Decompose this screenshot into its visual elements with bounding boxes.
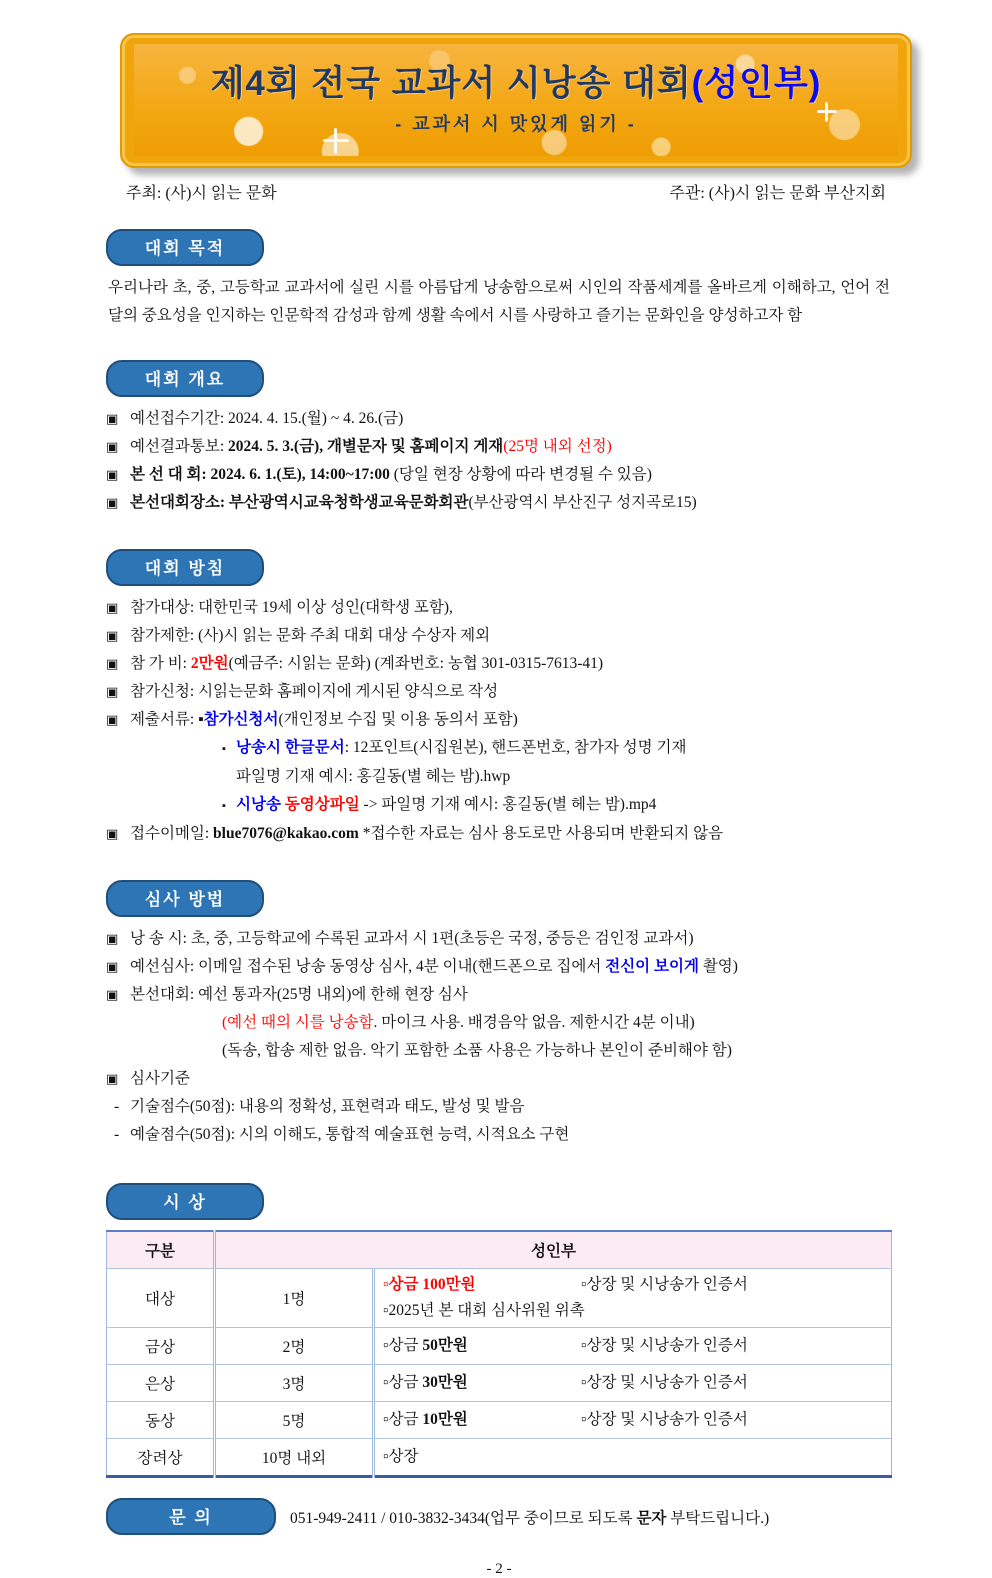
page-number: - 2 -	[486, 1561, 512, 1577]
column-header-division: 성인부	[215, 1231, 892, 1269]
line-text	[130, 650, 603, 678]
line-text	[130, 1121, 569, 1149]
sparkle-icon	[825, 102, 828, 122]
prize-line	[383, 1444, 883, 1470]
award-grade: 대상	[107, 1269, 215, 1328]
bullet-icon: -	[114, 1126, 120, 1143]
text-segment: . 마이크 사용. 배경음악 없음. 제한시간 4분 이내)	[373, 1014, 695, 1031]
text-segment: 본선대회: 예선 통과자(25명 내외)에 한해 현장 심사	[130, 986, 468, 1003]
organizers-row	[106, 180, 892, 203]
section-heading-overview: 대회 개요	[106, 360, 264, 397]
award-prize	[374, 1402, 892, 1439]
banner-image	[134, 44, 898, 156]
text-segment: (예금주: 시읽는 문화) (계좌번호: 농협 301-0315-7613-41)	[228, 655, 604, 672]
line-text	[130, 981, 468, 1009]
section-heading-judging: 심사 방법	[106, 880, 264, 917]
line-text	[236, 763, 510, 791]
doc-line	[106, 791, 892, 820]
awards-header-row	[107, 1231, 892, 1269]
bullet-icon: ▪	[222, 743, 226, 755]
doc-line	[106, 650, 892, 678]
award-grade: 금상	[107, 1328, 215, 1365]
document-page	[0, 33, 992, 1577]
supervisor-label: 주관: (사)시 읽는 문화 부산지회	[669, 185, 886, 202]
doc-line	[106, 1093, 892, 1121]
section-overview	[106, 360, 892, 517]
overview-list	[106, 405, 892, 517]
text-segment: -> 파일명 기재 예시: 홍길동(별 헤는 밤).mp4	[359, 796, 657, 813]
text-segment: 참가제한: (사)시 읽는 문화 주최 대회 대상 수상자 제외	[130, 627, 491, 644]
host-label: 주최: (사)시 읽는 문화	[126, 185, 277, 202]
award-count: 3명	[215, 1365, 374, 1402]
line-text	[130, 489, 697, 517]
line-text	[236, 734, 686, 762]
bullet-icon: -	[114, 1098, 120, 1115]
title-division: (성인부)	[691, 64, 822, 104]
bullet-icon: ▣	[106, 439, 119, 454]
doc-line	[106, 405, 892, 433]
column-header-category: 구분	[107, 1231, 215, 1269]
award-row-grand	[107, 1269, 892, 1328]
line-text	[130, 706, 518, 734]
text-segment: (당일 현장 상황에 따라 변경될 수 있음)	[393, 466, 652, 483]
prize-certificate: ▫상장 및 시낭송가 인증서	[581, 1374, 748, 1391]
bullet-icon: ▣	[106, 931, 119, 946]
doc-line	[106, 594, 892, 622]
bullet-icon: ▣	[106, 1071, 119, 1086]
line-text	[130, 925, 694, 953]
section-awards	[106, 1183, 892, 1478]
section-judging	[106, 880, 892, 1149]
award-grade: 동상	[107, 1402, 215, 1439]
doc-line	[106, 763, 892, 791]
prize-amount: 10만원	[422, 1411, 468, 1428]
page-subtitle: - 교과서 시 맛있게 읽기 -	[395, 113, 637, 134]
bullet-icon: ▪	[222, 800, 226, 812]
section-heading-contact: 문 의	[106, 1498, 276, 1535]
doc-line	[106, 622, 892, 650]
prize-amount: 30만원	[422, 1374, 468, 1391]
doc-line	[106, 1121, 892, 1149]
award-row-silver	[107, 1365, 892, 1402]
awards-table	[106, 1230, 892, 1478]
sparkle-icon	[334, 128, 337, 154]
award-count: 2명	[215, 1328, 374, 1365]
bullet-icon: ▣	[106, 684, 119, 699]
bullet-icon: ▣	[106, 959, 119, 974]
award-count: 5명	[215, 1402, 374, 1439]
doc-line	[106, 925, 892, 953]
award-count: 1명	[215, 1269, 374, 1328]
text-segment: (25명 내외 선정)	[503, 438, 612, 455]
award-row-gold	[107, 1328, 892, 1365]
doc-line	[106, 489, 892, 517]
prize-line	[383, 1407, 883, 1433]
text-segment: (부산광역시 부산진구 성지곡로15)	[468, 494, 697, 511]
doc-line	[106, 678, 892, 706]
line-text	[130, 594, 453, 622]
bullet-icon: ▣	[106, 600, 119, 615]
prize-money-label: ▫상금	[383, 1411, 423, 1428]
text-segment: 참가신청: 시읽는문화 홈페이지에 게시된 양식으로 작성	[130, 683, 499, 700]
award-row-encouragement	[107, 1439, 892, 1477]
text-segment: 참 가 비:	[130, 655, 191, 672]
bullet-icon: ▣	[106, 987, 119, 1002]
line-text	[130, 1065, 190, 1093]
text-segment: 예선심사: 이메일 접수된 낭송 동영상 심사, 4분 이내(핸드폰으로 집에서	[130, 958, 606, 975]
title-banner	[120, 33, 912, 168]
purpose-paragraph: 우리나라 초, 중, 고등학교 교과서에 실린 시를 아름답게 낭송함으로써 시인의 작품세계를 올바르게 이해하고, 언어 전달의 중요성을 인지하는 인문학적 감성과 함께 생활 속에서 시를 사랑하고 즐기는 문화인을 양성하고자 함	[108, 279, 890, 324]
text-segment: 2만원	[190, 655, 229, 672]
contact-phones	[290, 1506, 769, 1528]
line-text	[130, 433, 612, 461]
section-heading-awards: 시 상	[106, 1183, 264, 1220]
page-title	[211, 64, 822, 104]
text-segment: 051-949-2411 / 010-3832-3434(업무 중이므로 되도록	[290, 1509, 637, 1527]
text-segment: 제출서류:	[130, 711, 199, 728]
doc-line	[106, 1009, 892, 1037]
prize-line	[383, 1333, 883, 1359]
text-segment: 시낭송	[236, 796, 285, 813]
award-prize	[374, 1269, 892, 1328]
judging-list	[106, 925, 892, 1149]
section-contact	[106, 1498, 892, 1535]
award-row-bronze	[107, 1402, 892, 1439]
line-text	[130, 405, 403, 433]
text-segment: 참가대상: 대한민국 19세 이상 성인(대학생 포함),	[130, 599, 453, 616]
award-count: 10명 내외	[215, 1439, 374, 1477]
text-segment: 심사기준	[130, 1070, 190, 1087]
text-segment: 낭 송 시: 초, 중, 고등학교에 수록된 교과서 시 1편(초등은 국정, 중등은 검인정 교과서)	[130, 930, 694, 947]
award-grade: 장려상	[107, 1439, 215, 1477]
prize-certificate: ▫상장 및 시낭송가 인증서	[581, 1276, 748, 1293]
text-segment: 부탁드립니다.)	[666, 1509, 770, 1527]
bullet-icon: ▣	[106, 826, 119, 841]
prize-money-label: ▫상금	[383, 1374, 423, 1391]
text-segment: (예선 때의 시를 낭송함	[222, 1014, 374, 1031]
text-segment: 2024. 5. 3.(금), 개별문자 및 홈페이지 게재	[228, 438, 504, 455]
line-text	[130, 678, 498, 706]
prize-line	[383, 1370, 883, 1396]
text-segment: 전신이 보이게	[605, 958, 699, 975]
prize-money-label: ▫상금	[383, 1337, 423, 1354]
text-segment: 촬영)	[698, 958, 738, 975]
line-text	[222, 1037, 732, 1065]
award-prize	[374, 1365, 892, 1402]
doc-line	[106, 433, 892, 461]
bullet-icon: ▣	[106, 495, 119, 510]
text-segment: 본선대회장소: 부산광역시교육청학생교육문화회관	[130, 494, 469, 511]
bullet-icon: ▣	[106, 656, 119, 671]
line-text	[130, 1093, 524, 1121]
award-prize	[374, 1439, 892, 1477]
bullet-icon: ▣	[106, 712, 119, 727]
line-text	[130, 953, 738, 981]
line-text	[130, 622, 490, 650]
text-segment: 파일명 기재 예시: 홍길동(별 헤는 밤).hwp	[236, 768, 511, 785]
text-segment: 예선결과통보:	[130, 438, 229, 455]
text-segment: 예선접수기간: 2024. 4. 15.(월) ~ 4. 26.(금)	[130, 410, 404, 427]
section-purpose	[106, 229, 892, 330]
doc-line	[106, 461, 892, 489]
text-segment: 동영상파일	[284, 796, 360, 813]
section-heading-purpose: 대회 목적	[106, 229, 264, 266]
policy-list	[106, 594, 892, 848]
text-segment: 예술점수(50점): 시의 이해도, 통합적 예술표현 능력, 시적요소 구현	[130, 1126, 570, 1143]
section-heading-policy: 대회 방침	[106, 549, 264, 586]
title-main: 제4회 전국 교과서 시낭송 대회	[210, 64, 692, 104]
text-segment: blue7076@kakao.com	[213, 825, 359, 842]
doc-line	[106, 820, 892, 848]
text-segment: (개인정보 수집 및 이용 동의서 포함)	[278, 711, 518, 728]
text-segment: ▪	[198, 711, 204, 728]
bullet-icon: ▣	[106, 628, 119, 643]
prize-money: ▫상금 100만원	[383, 1276, 476, 1293]
bullet-icon: ▣	[106, 411, 119, 426]
prize-amount: 50만원	[422, 1337, 468, 1354]
doc-line	[106, 981, 892, 1009]
line-text	[236, 791, 656, 819]
doc-line	[106, 953, 892, 981]
text-segment: : 12포인트(시집원본), 핸드폰번호, 참가자 성명 기재	[344, 739, 687, 756]
text-segment: 접수이메일:	[130, 825, 214, 842]
bullet-icon: ▣	[106, 467, 119, 482]
doc-line	[106, 1065, 892, 1093]
doc-line	[106, 1037, 892, 1065]
prize-certificate: ▫상장 및 시낭송가 인증서	[581, 1411, 748, 1428]
doc-line	[106, 706, 892, 734]
text-segment: 낭송시 한글문서	[236, 739, 345, 756]
doc-line	[106, 734, 892, 763]
text-segment: 본 선 대 회: 2024. 6. 1.(토), 14:00~17:00	[130, 466, 394, 483]
prize-line	[383, 1298, 883, 1324]
prize-extra: ▫2025년 본 대회 심사위원 위촉	[383, 1302, 585, 1319]
text-segment: 기술점수(50점): 내용의 정확성, 표현력과 태도, 발성 및 발음	[130, 1098, 525, 1115]
text-segment: 문자	[636, 1509, 667, 1527]
prize-certificate: ▫상장 및 시낭송가 인증서	[581, 1337, 748, 1354]
section-policy	[106, 549, 892, 848]
award-grade: 은상	[107, 1365, 215, 1402]
line-text	[222, 1009, 695, 1037]
prize-line	[383, 1272, 883, 1298]
text-segment: (독송, 합송 제한 없음. 악기 포함한 소품 사용은 가능하나 본인이 준비해야 함)	[222, 1042, 732, 1059]
text-segment: 참가신청서	[203, 711, 279, 728]
award-prize	[374, 1328, 892, 1365]
line-text	[130, 820, 723, 848]
prize-certificate: ▫상장	[383, 1448, 419, 1465]
line-text	[130, 461, 652, 489]
text-segment: *접수한 자료는 심사 용도로만 사용되며 반환되지 않음	[358, 825, 724, 842]
